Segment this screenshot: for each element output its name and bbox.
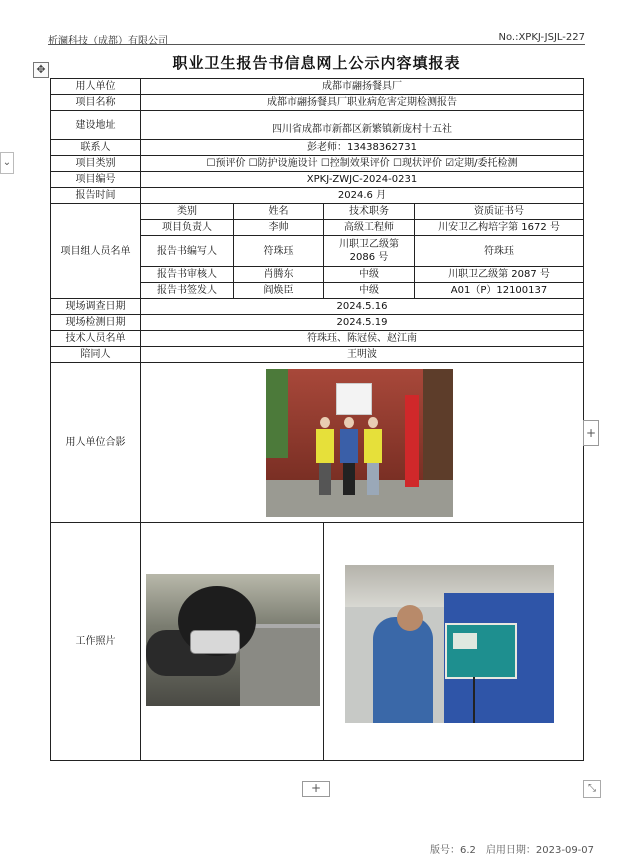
team-header: 姓名 [234, 204, 324, 220]
team-cert[interactable]: 川安卫乙构培字第 1672 号 [415, 220, 584, 236]
team-role: 报告书编写人 [141, 236, 234, 267]
label-category: 项目类别 [51, 156, 141, 172]
work-photo-image-1[interactable] [146, 574, 320, 706]
checkbox-icon[interactable]: ☐ [206, 158, 216, 169]
team-title[interactable]: 中级 [324, 283, 415, 299]
category-option[interactable]: ☐控制效果评价 [320, 158, 390, 169]
info-form-table [50, 78, 584, 761]
value-technicians[interactable]: 符珠珏、陈冠侯、赵江南 [141, 331, 584, 347]
row-group-photo [51, 363, 584, 523]
team-cert[interactable]: 川职卫乙级第 2087 号 [415, 267, 584, 283]
team-name[interactable]: 肖腾东 [234, 267, 324, 283]
row-work-photo [51, 523, 584, 761]
team-title[interactable]: 高级工程师 [324, 220, 415, 236]
row-survey-date [51, 299, 584, 315]
row-employer [51, 79, 584, 95]
value-test-date[interactable]: 2024.5.19 [141, 315, 584, 331]
label-survey-date: 现场调查日期 [51, 299, 141, 315]
category-option[interactable]: ☑定期/委托检测 [445, 158, 518, 169]
team-header: 技术职务 [324, 204, 415, 220]
team-cert[interactable]: A01（P）12100137 [415, 283, 584, 299]
team-role: 项目负责人 [141, 220, 234, 236]
label-escort: 陪同人 [51, 347, 141, 363]
page-title: 职业卫生报告书信息网上公示内容填报表 [172, 54, 461, 72]
checkbox-checked-icon[interactable]: ☑ [445, 158, 455, 169]
label-report-time: 报告时间 [51, 188, 141, 204]
category-options [141, 156, 584, 172]
team-name[interactable]: 阎焕臣 [234, 283, 324, 299]
label-test-date: 现场检测日期 [51, 315, 141, 331]
checkbox-icon[interactable]: ☐ [392, 158, 402, 169]
team-title[interactable]: 中级 [324, 267, 415, 283]
category-option[interactable]: ☐防护设施设计 [248, 158, 318, 169]
team-name[interactable]: 李帅 [234, 220, 324, 236]
row-escort [51, 347, 584, 363]
row-contact [51, 140, 584, 156]
group-photo-cell[interactable] [141, 363, 584, 523]
value-employer[interactable]: 成都市翮扬餐具厂 [141, 79, 584, 95]
label-work-photo: 工作照片 [51, 523, 141, 761]
label-employer: 用人单位 [51, 79, 141, 95]
sound-meter-icon [190, 630, 240, 654]
team-header: 资质证书号 [415, 204, 584, 220]
checkbox-icon[interactable]: ☐ [320, 158, 330, 169]
value-report-time[interactable]: 2024.6 月 [141, 188, 584, 204]
label-address: 建设地址 [51, 111, 141, 140]
add-row-button[interactable]: + [302, 781, 330, 797]
category-option[interactable]: ☐现状评价 [392, 158, 442, 169]
value-project-no[interactable]: XPKJ-ZWJC-2024-0231 [141, 172, 584, 188]
chevron-down-icon[interactable]: ⌄ [0, 152, 14, 174]
company-name: 析澜科技（成都）有限公司 [48, 36, 168, 47]
work-photo-cell-1[interactable] [141, 523, 324, 761]
label-project-name: 项目名称 [51, 95, 141, 111]
value-escort[interactable]: 王明波 [141, 347, 584, 363]
team-cert[interactable]: 符珠珏 [415, 236, 584, 267]
row-address [51, 111, 584, 140]
group-photo-image[interactable] [266, 369, 453, 517]
team-header: 类别 [141, 204, 234, 220]
label-technicians: 技术人员名单 [51, 331, 141, 347]
row-technicians [51, 331, 584, 347]
document-number: No.:XPKJ-JSJL-227 [498, 32, 585, 43]
team-title[interactable]: 川职卫乙级第 2086 号 [324, 236, 415, 267]
team-role: 报告书签发人 [141, 283, 234, 299]
work-photo-image-2[interactable] [345, 565, 554, 723]
label-group-photo: 用人单位合影 [51, 363, 141, 523]
work-photo-cell-2[interactable] [324, 523, 584, 761]
sampling-device-icon [445, 623, 517, 679]
row-report-time [51, 188, 584, 204]
header-divider [48, 44, 585, 45]
label-project-no: 项目编号 [51, 172, 141, 188]
table-resize-icon[interactable]: ⤡ [583, 780, 601, 798]
add-column-button[interactable]: + [583, 420, 599, 446]
value-address[interactable]: 四川省成都市新都区新繁镇新庞村十五社 [141, 111, 584, 140]
value-survey-date[interactable]: 2024.5.16 [141, 299, 584, 315]
row-project-no [51, 172, 584, 188]
label-team: 项目组人员名单 [51, 204, 141, 299]
row-project-name [51, 95, 584, 111]
table-move-handle-icon[interactable]: ✥ [33, 62, 49, 78]
value-contact[interactable]: 彭老师：13438362731 [141, 140, 584, 156]
label-contact: 联系人 [51, 140, 141, 156]
category-option[interactable]: ☐预评价 [206, 158, 246, 169]
row-test-date [51, 315, 584, 331]
team-name[interactable]: 符珠珏 [234, 236, 324, 267]
team-header-row [51, 204, 584, 220]
version-footer: 版号：6.2 启用日期：2023-09-07 [430, 845, 595, 856]
checkbox-icon[interactable]: ☐ [248, 158, 258, 169]
company-sign-icon [336, 383, 372, 415]
row-category [51, 156, 584, 172]
value-project-name[interactable]: 成都市翮扬餐具厂职业病危害定期检测报告 [141, 95, 584, 111]
team-role: 报告书审核人 [141, 267, 234, 283]
